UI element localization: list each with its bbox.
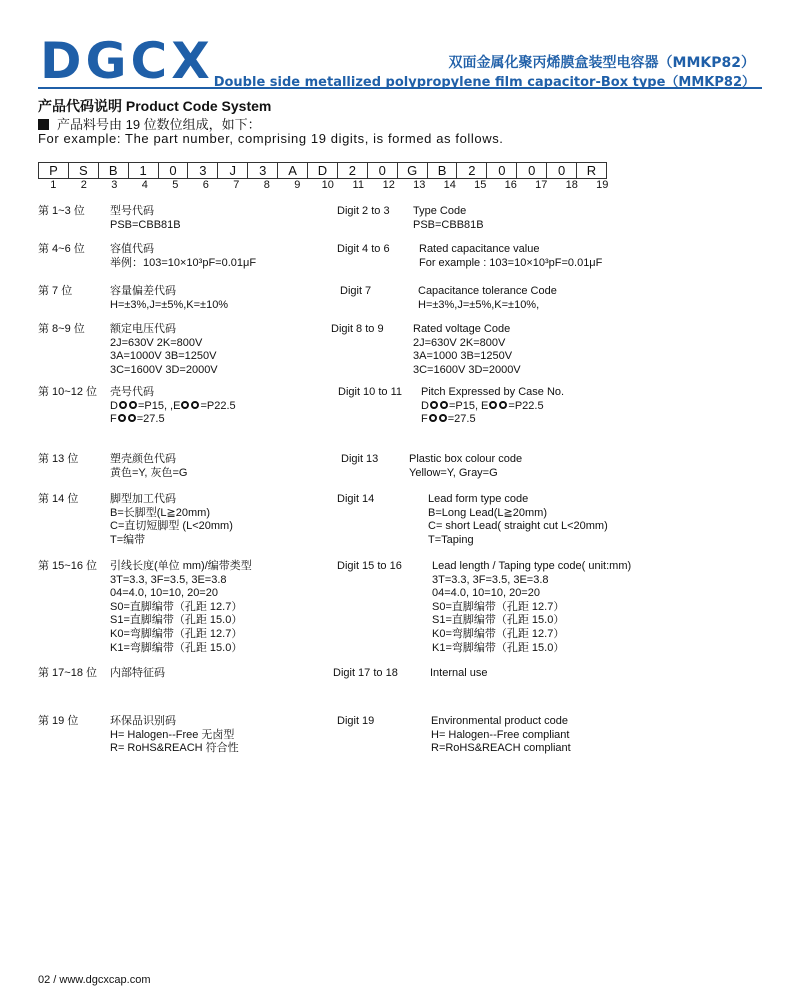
entry-line-en: Capacitance tolerance Code	[418, 285, 557, 297]
entry-body-en	[432, 560, 631, 655]
digit-index: 14	[443, 179, 456, 191]
entry-body-cn	[110, 453, 187, 480]
entry-line-cn: 3T=3.3, 3F=3.5, 3E=3.8	[110, 573, 227, 586]
code-box: R	[577, 163, 607, 179]
entry-line-en: S0=直脚编带（孔距 12.7）	[432, 600, 565, 613]
entry-line-en: Rated voltage Code	[413, 323, 511, 335]
entry-body-en	[409, 453, 522, 480]
company-logo: DGCX	[40, 32, 214, 90]
entry-line-cn: C=直切短脚型 (L<20mm)	[110, 520, 233, 533]
entry-position-cn: 第 7 位	[38, 285, 73, 297]
entry-line-en: Lead form type code	[428, 493, 529, 505]
entry-body-cn	[110, 560, 252, 655]
code-box: G	[397, 163, 427, 179]
placeholder-circle-icon	[118, 414, 126, 422]
entry-body-cn	[110, 493, 233, 547]
digit-index: 15	[474, 179, 487, 191]
part-number-row	[39, 163, 607, 179]
entry-position-en: Digit 14	[337, 493, 375, 505]
part-number-table	[38, 162, 607, 179]
page-footer: 02 / www.dgcxcap.com	[38, 974, 151, 986]
code-box: 0	[487, 163, 517, 179]
entry-line-en: Type Code	[413, 205, 467, 217]
entry-position-en: Digit 13	[341, 453, 379, 465]
entry-line-en: For example : 103=10×10³pF=0.01μF	[419, 256, 603, 269]
entry-line-cn: 型号代码	[110, 205, 154, 217]
digit-index: 10	[321, 179, 334, 191]
entry-line-en: 3C=1600V 3D=2000V	[413, 363, 521, 376]
entry-body-en	[418, 285, 557, 312]
digit-index: 3	[111, 179, 118, 191]
entry-line-en: Plastic box colour code	[409, 453, 523, 465]
digit-index: 2	[80, 179, 87, 191]
code-box: 3	[188, 163, 218, 179]
entry-line-cn: S1=直脚编带（孔距 15.0）	[110, 614, 243, 627]
placeholder-circle-icon	[181, 401, 189, 409]
entry-line-cn: 3A=1000V 3B=1250V	[110, 350, 217, 363]
entry-line-en: H= Halogen--Free compliant	[431, 728, 570, 741]
code-box: A	[278, 163, 308, 179]
code-box: S	[68, 163, 98, 179]
entry-line-en: Internal use	[430, 667, 488, 679]
entry-position-en: Digit 8 to 9	[331, 323, 384, 335]
digit-index: 8	[263, 179, 270, 191]
entry-line-cn: 内部特征码	[110, 667, 165, 679]
placeholder-circle-icon	[440, 401, 448, 409]
digit-index: 7	[233, 179, 240, 191]
code-box: D	[308, 163, 338, 179]
digit-index: 11	[352, 179, 364, 191]
entry-line-en: K1=弯脚编带（孔距 15.0）	[432, 641, 565, 654]
entry-line-en: 2J=630V 2K=800V	[413, 336, 506, 349]
entry-body-cn	[110, 715, 239, 756]
entry-position-en: Digit 2 to 3	[337, 205, 390, 217]
placeholder-circle-icon	[489, 401, 497, 409]
entry-body-cn	[110, 285, 228, 312]
entry-line-cn: D =P15, ,E =P22.5	[110, 399, 236, 412]
placeholder-circle-icon	[191, 401, 199, 409]
entry-line-en: 04=4.0, 10=10, 20=20	[432, 587, 540, 600]
entry-position-en: Digit 19	[337, 715, 375, 727]
code-box: 0	[517, 163, 547, 179]
entry-line-en: PSB=CBB81B	[413, 218, 484, 231]
entry-position-cn: 第 17~18 位	[38, 667, 98, 679]
digit-index: 18	[565, 179, 578, 191]
section-heading: 产品代码说明 Product Code System	[38, 98, 272, 114]
placeholder-circle-icon	[439, 414, 447, 422]
entry-line-cn: 2J=630V 2K=800V	[110, 336, 203, 349]
entry-line-en: 3T=3.3, 3F=3.5, 3E=3.8	[432, 573, 549, 586]
entry-line-en: Lead length / Taping type code( unit:mm)	[432, 560, 632, 572]
entry-line-cn: 塑壳颜色代码	[110, 453, 176, 465]
digit-index: 6	[202, 179, 209, 191]
entry-position-cn: 第 15~16 位	[38, 560, 98, 572]
entry-body-en	[430, 667, 487, 681]
placeholder-circle-icon	[430, 401, 438, 409]
entry-body-en	[419, 243, 602, 270]
digit-index: 5	[172, 179, 179, 191]
entry-position-cn: 第 1~3 位	[38, 205, 85, 217]
code-box: 2	[457, 163, 487, 179]
bullet-square-icon	[38, 119, 49, 130]
entry-line-cn: 容值代码	[110, 243, 154, 255]
entry-line-cn: 举例：103=10×10³pF=0.01μF	[110, 256, 257, 269]
entry-body-en	[413, 205, 484, 232]
entry-body-cn	[110, 323, 218, 377]
entry-line-en: Rated capacitance value	[419, 243, 540, 255]
entry-body-en	[428, 493, 608, 547]
code-box: 1	[128, 163, 158, 179]
entry-body-en	[421, 386, 564, 427]
placeholder-circle-icon	[129, 401, 137, 409]
entry-position-en: Digit 17 to 18	[333, 667, 398, 679]
digit-index: 4	[141, 179, 148, 191]
entry-line-cn: 04=4.0, 10=10, 20=20	[110, 587, 218, 600]
placeholder-circle-icon	[128, 414, 136, 422]
entry-line-cn: 环保品识别码	[110, 715, 176, 727]
entry-line-cn: 3C=1600V 3D=2000V	[110, 363, 218, 376]
intro-en: For example: The part number, comprising 19 digits, is formed as follows.	[38, 131, 504, 146]
code-box: 0	[547, 163, 577, 179]
code-box: J	[218, 163, 248, 179]
entry-position-cn: 第 13 位	[38, 453, 79, 465]
code-box: 2	[337, 163, 367, 179]
entry-body-cn	[110, 205, 181, 232]
code-box: B	[98, 163, 128, 179]
digit-index: 12	[382, 179, 395, 191]
entry-line-cn: 壳号代码	[110, 386, 154, 398]
entry-line-cn: H=±3%,J=±5%,K=±10%	[110, 298, 229, 311]
entry-body-cn	[110, 667, 165, 681]
entry-position-cn: 第 14 位	[38, 493, 79, 505]
entry-line-en: T=Taping	[428, 533, 474, 546]
entry-line-cn: PSB=CBB81B	[110, 218, 181, 231]
entry-line-en: Yellow=Y, Gray=G	[409, 466, 498, 479]
entry-line-cn: K1=弯脚编带（孔距 15.0）	[110, 641, 243, 654]
entry-position-cn: 第 19 位	[38, 715, 79, 727]
digit-index: 9	[294, 179, 301, 191]
entry-body-en	[413, 323, 521, 377]
digit-index: 13	[413, 179, 426, 191]
entry-line-cn: H= Halogen--Free 无卤型	[110, 728, 235, 741]
entry-line-en: 3A=1000 3B=1250V	[413, 350, 513, 363]
entry-position-cn: 第 8~9 位	[38, 323, 85, 335]
entry-line-en: Pitch Expressed by Case No.	[421, 386, 565, 398]
placeholder-circle-icon	[429, 414, 437, 422]
entry-line-en: F =27.5	[421, 413, 476, 426]
entry-line-en: H=±3%,J=±5%,K=±10%,	[418, 298, 540, 311]
code-box: 0	[158, 163, 188, 179]
entry-line-cn: T=编带	[110, 533, 146, 546]
entry-position-en: Digit 7	[340, 285, 372, 297]
digit-index: 16	[504, 179, 517, 191]
entry-line-en: D =P15, E =P22.5	[421, 399, 544, 412]
entry-line-en: Environmental product code	[431, 715, 568, 727]
entry-line-en: S1=直脚编带（孔距 15.0）	[432, 614, 565, 627]
header-divider	[38, 87, 762, 89]
digit-index-row	[38, 179, 618, 191]
entry-line-en: K0=弯脚编带（孔距 12.7）	[432, 627, 565, 640]
entry-line-en: B=Long Lead(L≧20mm)	[428, 506, 547, 519]
entry-position-en: Digit 15 to 16	[337, 560, 402, 572]
code-box: B	[427, 163, 457, 179]
digit-index: 19	[596, 179, 609, 191]
placeholder-circle-icon	[119, 401, 127, 409]
entry-position-cn: 第 4~6 位	[38, 243, 85, 255]
entry-line-cn: F =27.5	[110, 413, 165, 426]
entry-line-cn: 引线长度(单位 mm)/编带类型	[110, 560, 252, 572]
digit-index: 1	[50, 179, 57, 191]
entry-line-cn: S0=直脚编带（孔距 12.7）	[110, 600, 243, 613]
entry-line-cn: K0=弯脚编带（孔距 12.7）	[110, 627, 243, 640]
entry-body-cn	[110, 386, 236, 427]
entry-line-cn: B=长脚型(L≧20mm)	[110, 506, 210, 519]
digit-index: 17	[535, 179, 548, 191]
intro-cn-text: 产品料号由 19 位数位组成，如下：	[57, 117, 261, 132]
code-box: P	[39, 163, 69, 179]
entry-line-cn: 额定电压代码	[110, 323, 176, 335]
entry-position-en: Digit 10 to 11	[338, 386, 403, 398]
entry-line-cn: 容量偏差代码	[110, 285, 176, 297]
placeholder-circle-icon	[499, 401, 507, 409]
entry-line-en: C= short Lead( straight cut L<20mm)	[428, 520, 608, 533]
product-title-cn: 双面金属化聚丙烯膜盒装型电容器（MMKP82）	[448, 55, 755, 71]
entry-position-cn: 第 10~12 位	[38, 386, 98, 398]
entry-line-cn: 脚型加工代码	[110, 493, 176, 505]
entry-position-en: Digit 4 to 6	[337, 243, 390, 255]
entry-line-cn: R= RoHS&REACH 符合性	[110, 742, 239, 755]
code-box: 3	[248, 163, 278, 179]
entry-body-en	[431, 715, 571, 756]
entry-line-cn: 黄色=Y, 灰色=G	[110, 466, 188, 479]
code-box: 0	[367, 163, 397, 179]
entry-line-en: R=RoHS&REACH compliant	[431, 742, 571, 755]
product-title-en: Double side metallized polypropylene film capacitor-Box type（MMKP82）	[213, 75, 755, 90]
entry-body-cn	[110, 243, 256, 270]
